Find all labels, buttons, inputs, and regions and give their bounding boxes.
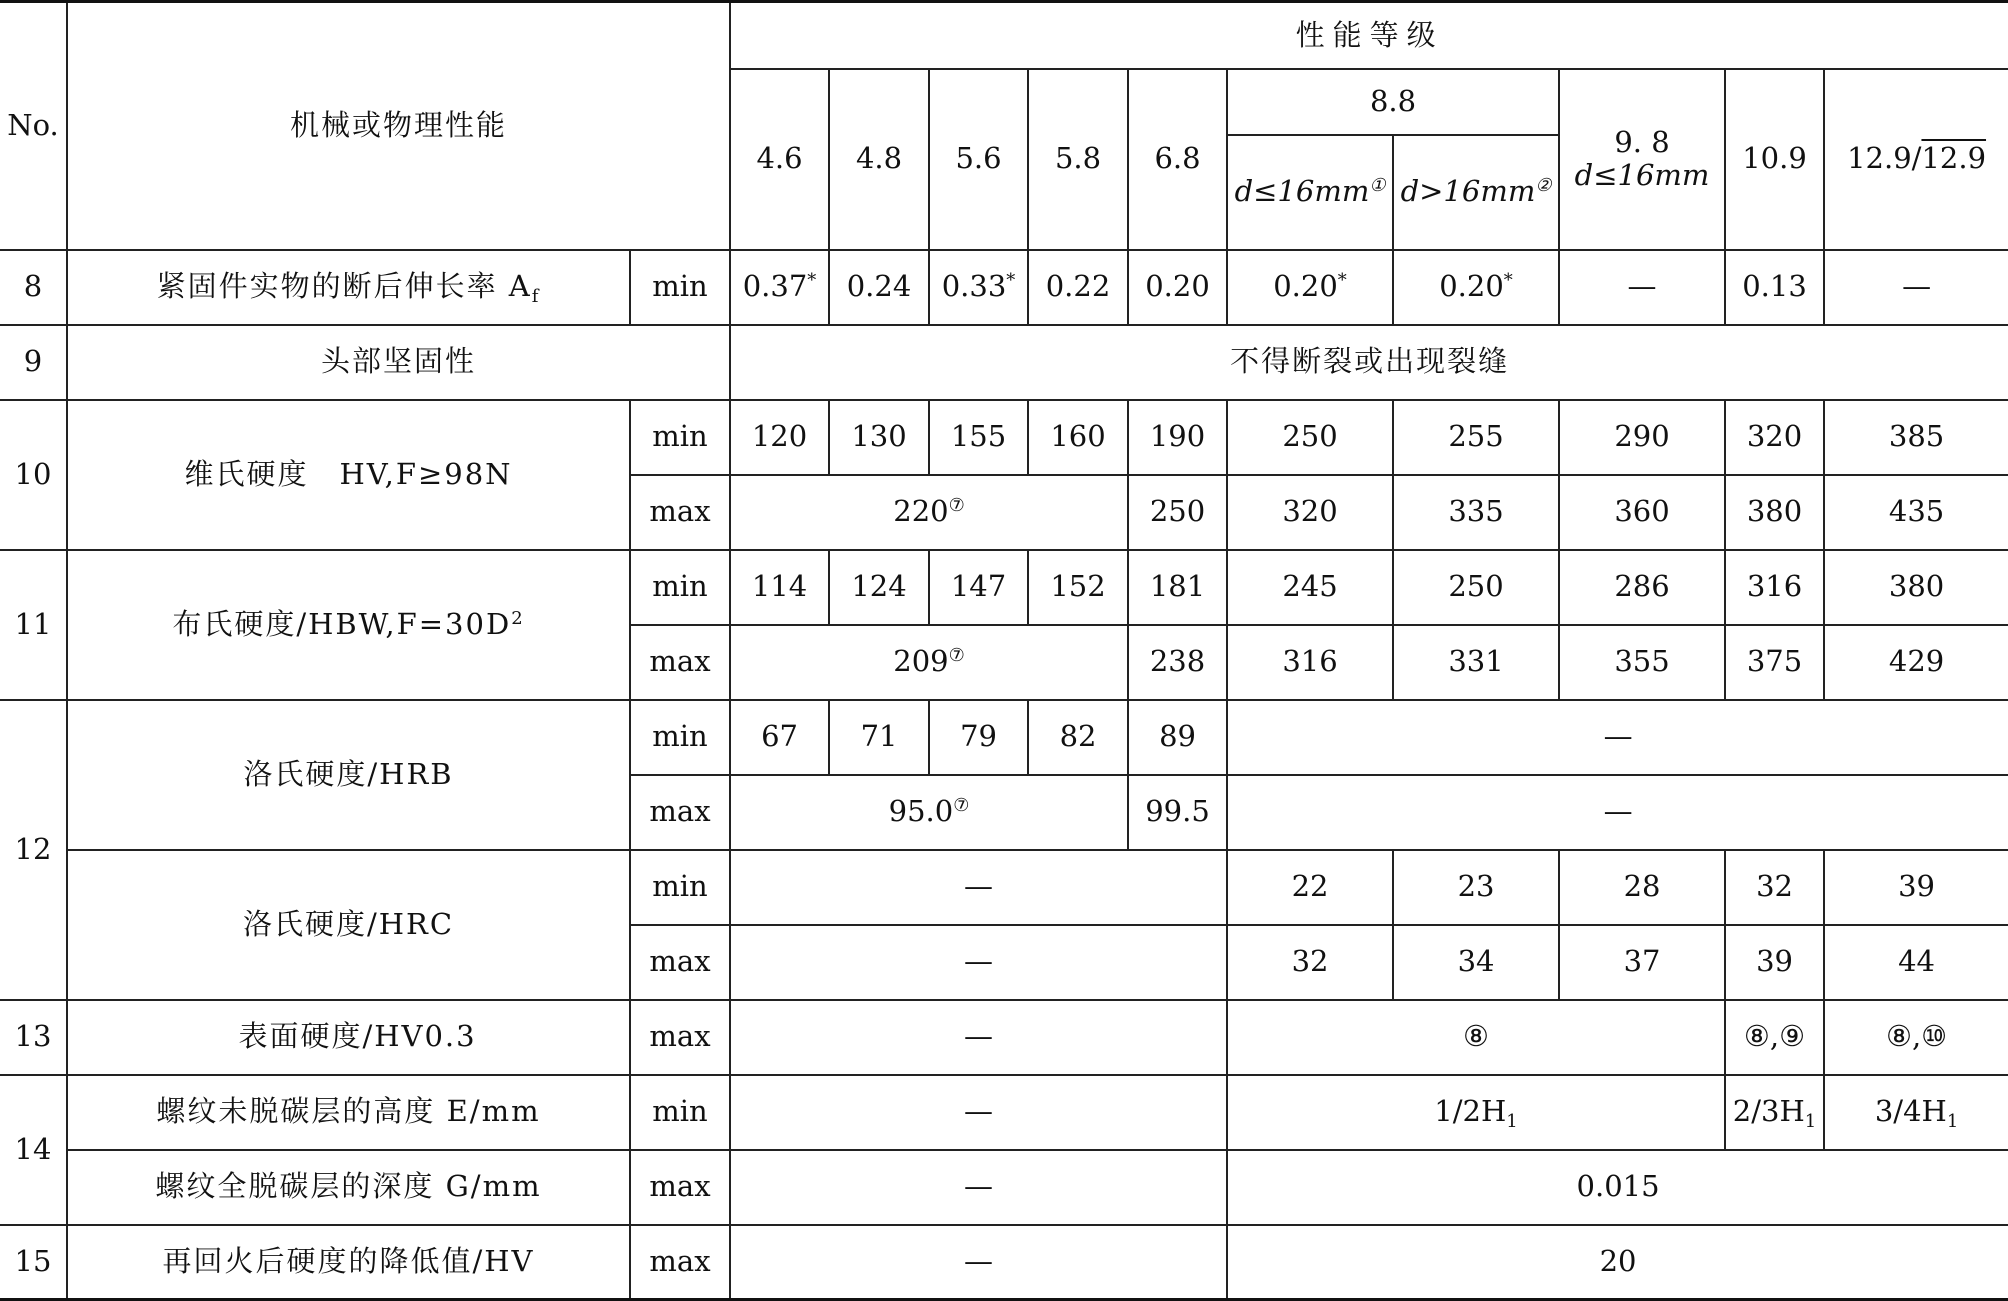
value-cell: 152 [1028,550,1128,625]
header-88-small [1227,135,1393,250]
value-text: 1/2H [1434,1094,1507,1129]
row-no: 10 [0,400,67,550]
property-name-sub: f [531,286,541,308]
value-cell: 147 [929,550,1028,625]
value-cell [1227,1075,1725,1150]
limit-label: min [630,850,730,925]
value-mark: * [1337,270,1347,292]
value-cell: — [1824,250,2008,325]
value-text: 209 [893,644,949,679]
limit-label: min [630,250,730,325]
value-cell: 34 [1393,925,1559,1000]
value-cell: 160 [1028,400,1128,475]
value-text: 95.0 [888,794,954,829]
table-row [0,1075,2008,1150]
row-no: 14 [0,1075,67,1225]
value-text: 0.20 [1273,269,1338,304]
value-note: ⑦ [948,645,965,667]
property-name: 维氏硬度 HV,F≥98N [67,400,630,550]
value-text: 0.33 [941,269,1007,304]
value-cell: 190 [1128,400,1227,475]
value-cell: ⑧,⑨ [1725,1000,1824,1075]
value-cell: 28 [1559,850,1725,925]
property-name-text: 布氏硬度/HBW,F=30D [172,606,512,641]
header-88-small-label: d≤16mm [1234,174,1370,209]
value-cell: 71 [829,700,929,775]
limit-label: max [630,1000,730,1075]
value-cell [1725,1075,1824,1150]
row-no: 11 [0,550,67,700]
header-88-small-note: ① [1369,175,1386,197]
value-cell [1227,250,1393,325]
limit-label: min [630,550,730,625]
value-cell: 67 [730,700,829,775]
table-row [0,400,2008,475]
value-cell: 380 [1824,550,2008,625]
header-row-1 [0,2,2008,69]
value-mark: * [1503,270,1513,292]
header-grade-129 [1824,69,2008,250]
value-cell: 不得断裂或出现裂缝 [730,325,2008,400]
limit-label: min [630,1075,730,1150]
value-cell: 290 [1559,400,1725,475]
value-cell: 316 [1227,625,1393,700]
value-mark: * [807,270,817,292]
row-no: 8 [0,250,67,325]
value-cell: 375 [1725,625,1824,700]
value-cell: 335 [1393,475,1559,550]
limit-label: max [630,1225,730,1300]
value-mark: * [1006,270,1016,292]
header-88-large [1393,135,1559,250]
value-cell: 130 [829,400,929,475]
header-grade-98-condition: d≤16mm [1574,158,1710,192]
header-grade-109: 10.9 [1725,69,1824,250]
property-name: 洛氏硬度/HRB [67,700,630,850]
limit-label: max [630,1150,730,1225]
value-cell: 435 [1824,475,2008,550]
property-name: 螺纹全脱碳层的深度 G/mm [67,1150,630,1225]
value-cell: 181 [1128,550,1227,625]
header-grade-88: 8.8 [1227,69,1559,135]
value-cell: — [1227,700,2008,775]
value-cell: 0.015 [1227,1150,2008,1225]
table-row [0,1225,2008,1300]
value-note: ⑦ [948,495,965,517]
value-cell: 44 [1824,925,2008,1000]
value-cell: 355 [1559,625,1725,700]
value-cell [730,625,1128,700]
value-cell [730,250,829,325]
value-cell: 89 [1128,700,1227,775]
property-name-text: 紧固件实物的断后伸长率 A [156,269,532,304]
table-row [0,250,2008,325]
value-cell [1393,250,1559,325]
row-no: 12 [0,700,67,1000]
value-cell: 37 [1559,925,1725,1000]
value-cell: 124 [829,550,929,625]
value-cell: 0.24 [829,250,929,325]
value-cell [730,475,1128,550]
value-cell: 32 [1227,925,1393,1000]
value-cell: 250 [1128,475,1227,550]
value-cell: ⑧,⑩ [1824,1000,2008,1075]
value-cell: 39 [1824,850,2008,925]
value-cell: 250 [1393,550,1559,625]
value-cell: 114 [730,550,829,625]
value-cell: 320 [1725,400,1824,475]
value-text: 220 [893,494,949,529]
header-grade-129-label: 12.9/ [1847,141,1922,176]
table-row [0,1000,2008,1075]
limit-label: max [630,625,730,700]
row-no: 9 [0,325,67,400]
value-cell: 0.20 [1128,250,1227,325]
header-grade-98 [1559,69,1725,250]
table-row [0,550,2008,625]
value-cell: 120 [730,400,829,475]
table-row [0,325,2008,400]
value-cell: 99.5 [1128,775,1227,850]
value-cell: 385 [1824,400,2008,475]
value-cell: 82 [1028,700,1128,775]
property-name: 头部坚固性 [67,325,730,400]
limit-label: min [630,400,730,475]
header-grade: 6.8 [1128,69,1227,250]
value-cell: 155 [929,400,1028,475]
value-cell: 331 [1393,625,1559,700]
value-sub: 1 [1946,1111,1959,1133]
value-cell [1824,1075,2008,1150]
value-cell [929,250,1028,325]
property-name-sup: 2 [511,607,525,629]
value-cell: — [730,1075,1227,1150]
property-name [67,550,630,700]
value-note: ⑦ [953,795,970,817]
property-name: 再回火后硬度的降低值/HV [67,1225,630,1300]
value-cell: 79 [929,700,1028,775]
header-grade-129-alt: 12.9 [1921,141,1987,176]
header-grade: 5.6 [929,69,1028,250]
value-sub: 1 [1804,1111,1817,1133]
value-cell: 20 [1227,1225,2008,1300]
table-row [0,1150,2008,1225]
header-grade: 5.8 [1028,69,1128,250]
limit-label: max [630,925,730,1000]
value-cell: 32 [1725,850,1824,925]
value-cell: — [730,1225,1227,1300]
value-cell: 316 [1725,550,1824,625]
value-cell: 320 [1227,475,1393,550]
value-cell: 0.13 [1725,250,1824,325]
header-no: No. [0,2,67,250]
value-text: 0.20 [1439,269,1504,304]
value-cell: 23 [1393,850,1559,925]
header-88-large-label: d>16mm [1400,174,1536,209]
header-grade: 4.6 [730,69,829,250]
row-no: 15 [0,1225,67,1300]
value-text: 0.37 [742,269,808,304]
value-cell: ⑧ [1227,1000,1725,1075]
property-name: 螺纹未脱碳层的高度 E/mm [67,1075,630,1150]
limit-label: max [630,475,730,550]
property-name: 洛氏硬度/HRC [67,850,630,1000]
value-cell: — [730,850,1227,925]
header-grade-98-label: 9. 8 [1614,124,1670,159]
value-cell: 238 [1128,625,1227,700]
header-property: 机械或物理性能 [67,2,730,250]
property-name: 表面硬度/HV0.3 [67,1000,630,1075]
value-cell: 429 [1824,625,2008,700]
limit-label: min [630,700,730,775]
value-cell: 380 [1725,475,1824,550]
value-text: 3/4H [1874,1094,1947,1129]
value-cell: 360 [1559,475,1725,550]
value-cell: 245 [1227,550,1393,625]
value-cell: — [1227,775,2008,850]
value-sub: 1 [1506,1111,1518,1133]
table-row [0,850,2008,925]
table-row [0,700,2008,775]
value-cell: 286 [1559,550,1725,625]
header-88-large-note: ② [1535,175,1552,197]
header-grade: 4.8 [829,69,929,250]
value-cell [730,775,1128,850]
value-cell: — [730,1150,1227,1225]
value-cell: — [730,925,1227,1000]
value-text: 2/3H [1732,1094,1805,1129]
value-cell: 250 [1227,400,1393,475]
limit-label: max [630,775,730,850]
value-cell: 0.22 [1028,250,1128,325]
value-cell: 22 [1227,850,1393,925]
row-no: 13 [0,1000,67,1075]
property-name [67,250,630,325]
value-cell: — [1559,250,1725,325]
header-grades-title: 性能等级 [730,2,2008,69]
value-cell: 39 [1725,925,1824,1000]
value-cell: 255 [1393,400,1559,475]
value-cell: — [730,1000,1227,1075]
